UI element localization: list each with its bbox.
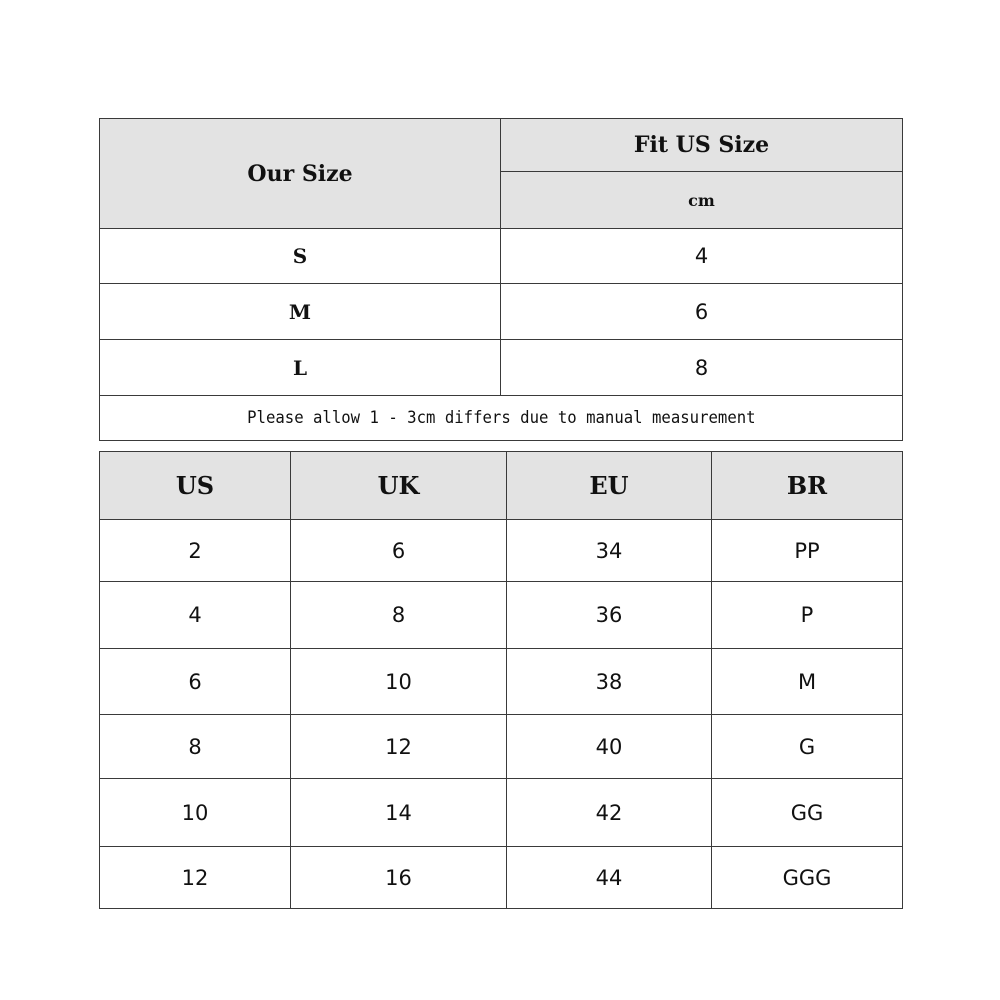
table-row xyxy=(100,229,903,284)
us-size-cell: 12 xyxy=(100,847,291,909)
us-size-cell: 2 xyxy=(100,520,291,582)
size-conversion-table xyxy=(99,451,903,909)
column-header-uk: UK xyxy=(291,452,507,520)
size-value: 4 xyxy=(501,229,903,284)
uk-size-cell: 12 xyxy=(291,715,507,779)
table-row xyxy=(100,582,903,649)
eu-size-cell: 42 xyxy=(507,779,712,847)
br-size-cell: G xyxy=(712,715,903,779)
uk-size-cell: 14 xyxy=(291,779,507,847)
size-label: L xyxy=(100,340,501,396)
uk-size-cell: 10 xyxy=(291,649,507,715)
size-table-header-row xyxy=(100,119,903,172)
size-value: 8 xyxy=(501,340,903,396)
br-size-cell: PP xyxy=(712,520,903,582)
eu-size-cell: 38 xyxy=(507,649,712,715)
uk-size-cell: 6 xyxy=(291,520,507,582)
us-size-cell: 4 xyxy=(100,582,291,649)
size-table xyxy=(99,118,903,441)
eu-size-cell: 34 xyxy=(507,520,712,582)
eu-size-cell: 36 xyxy=(507,582,712,649)
table-row xyxy=(100,847,903,909)
size-value: 6 xyxy=(501,284,903,340)
table-row xyxy=(100,779,903,847)
us-size-cell: 6 xyxy=(100,649,291,715)
size-label: S xyxy=(100,229,501,284)
table-row xyxy=(100,649,903,715)
eu-size-cell: 44 xyxy=(507,847,712,909)
br-size-cell: P xyxy=(712,582,903,649)
table-row xyxy=(100,520,903,582)
table-row xyxy=(100,340,903,396)
table-row xyxy=(100,715,903,779)
measurement-note: Please allow 1 - 3cm differs due to manual measurement xyxy=(246,408,756,428)
us-size-cell: 8 xyxy=(100,715,291,779)
br-size-cell: GGG xyxy=(712,847,903,909)
table-row xyxy=(100,284,903,340)
column-header-br: BR xyxy=(712,452,903,520)
measurement-note-cell xyxy=(100,396,903,441)
size-label: M xyxy=(100,284,501,340)
us-size-cell: 10 xyxy=(100,779,291,847)
fit-us-size-header: Fit US Size xyxy=(501,119,903,172)
column-header-eu: EU xyxy=(507,452,712,520)
our-size-header: Our Size xyxy=(100,119,501,229)
uk-size-cell: 8 xyxy=(291,582,507,649)
br-size-cell: M xyxy=(712,649,903,715)
note-row xyxy=(100,396,903,441)
conversion-header-row xyxy=(100,452,903,520)
uk-size-cell: 16 xyxy=(291,847,507,909)
column-header-us: US xyxy=(100,452,291,520)
unit-header: cm xyxy=(501,172,903,229)
eu-size-cell: 40 xyxy=(507,715,712,779)
br-size-cell: GG xyxy=(712,779,903,847)
